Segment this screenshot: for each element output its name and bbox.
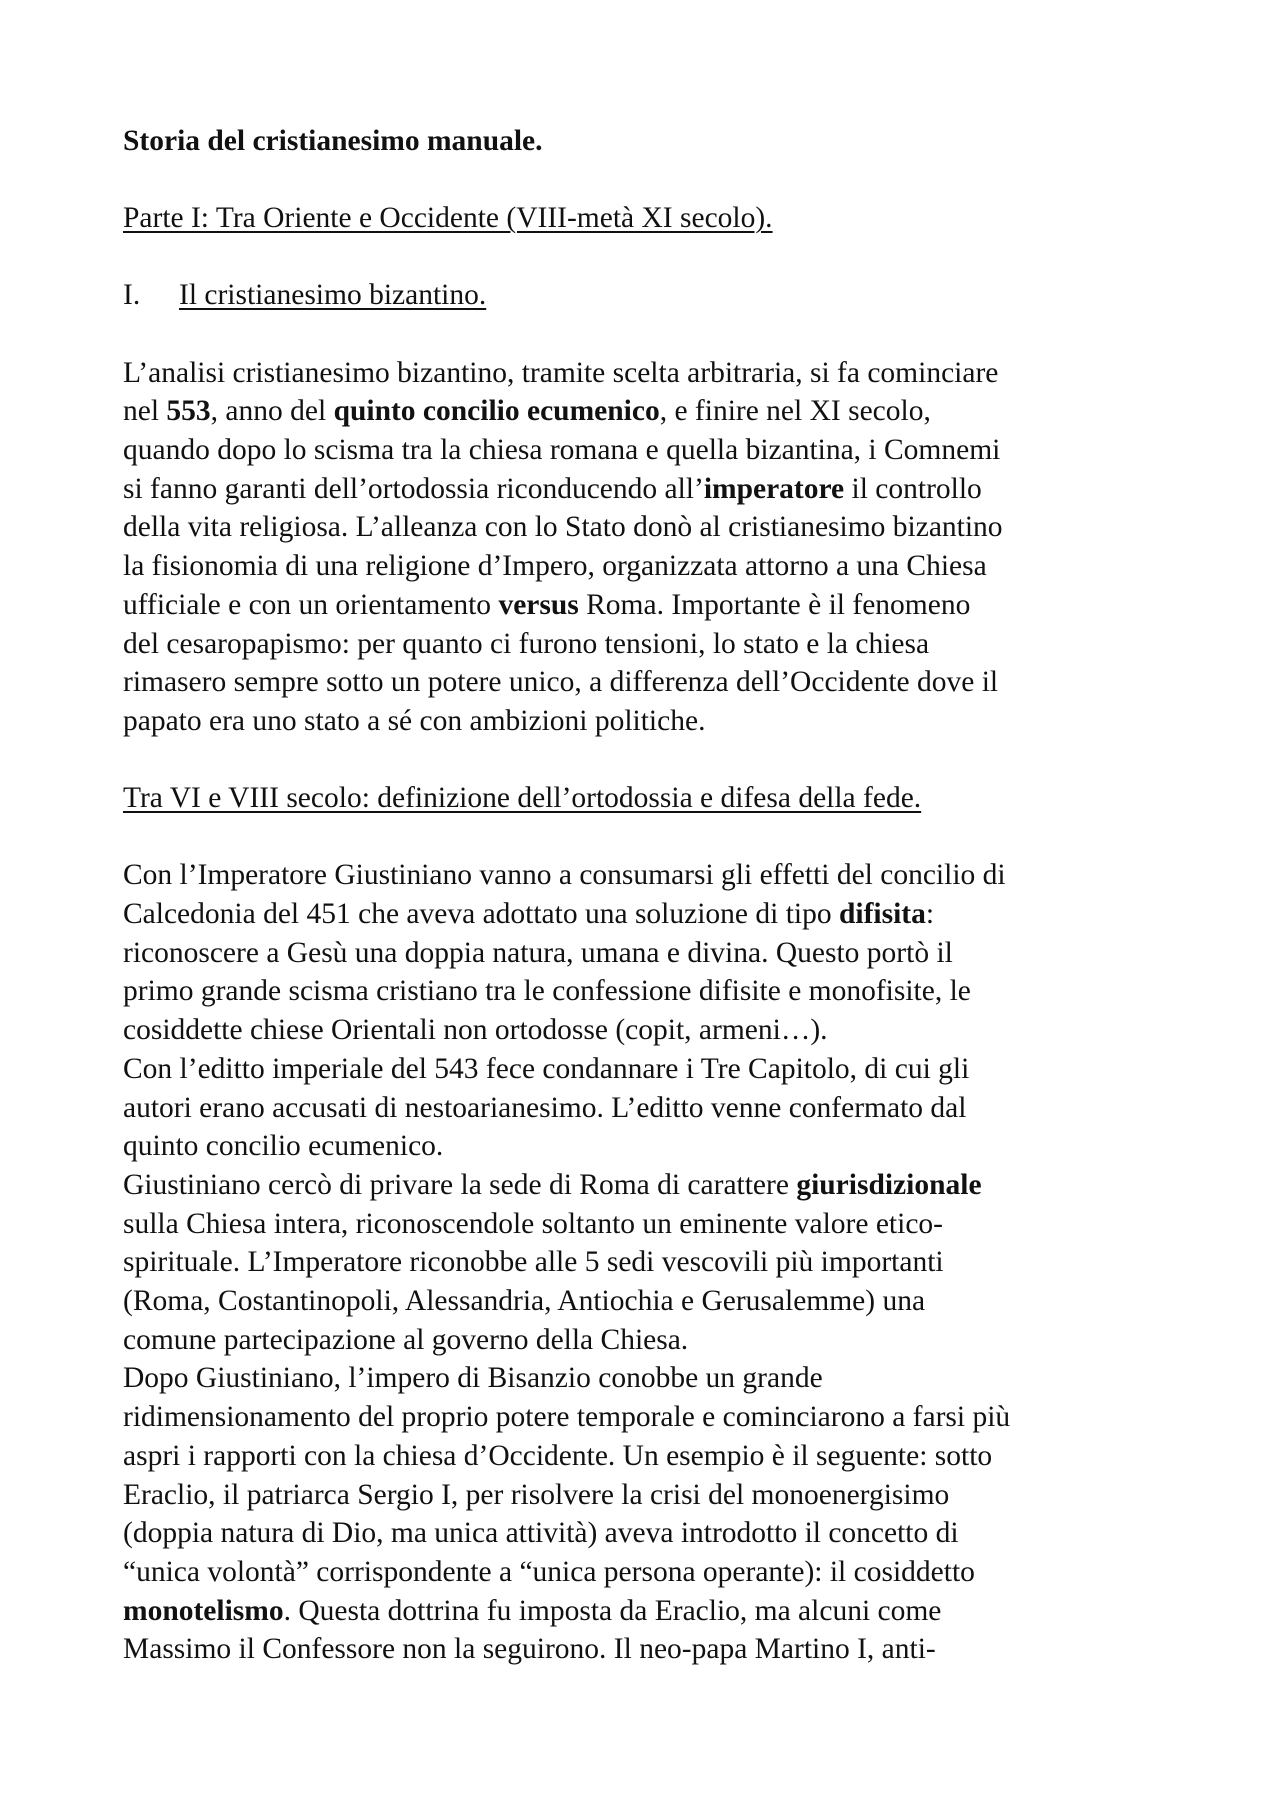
text-line <box>123 1592 1183 1631</box>
text-run: spirituale. L’Imperatore riconobbe alle 5 sedi vescovili più importanti <box>123 1246 944 1279</box>
text-run: Eraclio, il patriarca Sergio I, per risolvere la crisi del monoenergisimo <box>123 1478 950 1511</box>
text-run: la fisionomia di una religione d’Impero, organizzata attorno a una Chiesa <box>123 550 987 583</box>
text-run: comune partecipazione al governo della Chiesa. <box>123 1323 689 1356</box>
text-run: primo grande scisma cristiano tra le confessione difisite e monofisite, le <box>123 975 971 1008</box>
text-run: Con l’editto imperiale del 543 fece condannare i Tre Capitolo, di cui gli <box>123 1052 970 1085</box>
body-paragraph <box>123 856 1183 1669</box>
text-line <box>123 1514 1183 1553</box>
text-run: riconoscere a Gesù una doppia natura, umana e divina. Questo portò il <box>123 936 953 969</box>
text-line <box>123 1050 1183 1089</box>
text-line <box>123 1166 1183 1205</box>
bold-term: difisita <box>838 898 926 931</box>
text-line <box>123 1437 1183 1476</box>
bold-term: 553 <box>166 395 211 428</box>
bold-term: giurisdizionale <box>796 1168 982 1201</box>
text-line <box>123 1205 1183 1244</box>
text-line <box>123 972 1183 1011</box>
text-run: Massimo il Confessore non la seguirono. Il neo-papa Martino I, anti- <box>123 1633 936 1666</box>
text-line <box>123 354 1183 393</box>
intro-paragraph <box>123 354 1183 741</box>
text-run: della vita religiosa. L’alleanza con lo Stato donò al cristianesimo bizantino <box>123 511 1003 544</box>
text-run: cosiddette chiese Orientali non ortodosse (copit, armeni…). <box>123 1014 828 1047</box>
text-run: Giustiniano cercò di privare la sede di Roma di carattere <box>123 1168 797 1201</box>
text-line <box>123 1243 1183 1282</box>
text-line <box>123 1553 1183 1592</box>
text-line <box>123 1359 1183 1398</box>
chapter-title: Il cristianesimo bizantino. <box>179 279 487 312</box>
text-line <box>123 934 1183 973</box>
text-run: si fanno garanti dell’ortodossia riconducendo all’ <box>123 472 704 505</box>
text-run: (doppia natura di Dio, ma unica attività) aveva introdotto il concetto di <box>123 1517 959 1550</box>
text-run: quinto concilio ecumenico. <box>123 1130 444 1163</box>
text-line <box>123 702 1183 741</box>
text-line <box>123 856 1183 895</box>
document-title: Storia del cristianesimo manuale. <box>123 125 543 157</box>
part-heading <box>123 199 1183 238</box>
text-line <box>123 1630 1183 1669</box>
text-run: L’analisi cristianesimo bizantino, tramite scelta arbitraria, si fa cominciare <box>123 356 999 389</box>
text-line <box>123 1321 1183 1360</box>
text-run: rimasero sempre sotto un potere unico, a differenza dell’Occidente dove il <box>123 666 999 699</box>
text-line <box>123 431 1183 470</box>
text-line <box>123 1127 1183 1166</box>
text-run: il controllo <box>844 472 982 505</box>
bold-term: imperatore <box>703 472 845 505</box>
text-line <box>123 547 1183 586</box>
text-line <box>123 586 1183 625</box>
text-run: autori erano accusati di nestoarianesimo. L’editto venne confermato dal <box>123 1091 967 1124</box>
text-run: aspri i rapporti con la chiesa d’Occidente. Un esempio è il seguente: sotto <box>123 1439 993 1472</box>
text-run: (Roma, Costantinopoli, Alessandria, Antiochia e Gerusalemme) una <box>123 1285 926 1318</box>
text-run: “unica volontà” corrispondente a “unica persona operante): il cosiddetto <box>123 1556 975 1588</box>
text-run: . Questa dottrina fu imposta da Eraclio, ma alcuni come <box>283 1594 942 1627</box>
text-run: Roma. Importante è il fenomeno <box>578 588 971 621</box>
bold-term: versus <box>498 588 579 621</box>
text-line <box>123 392 1183 431</box>
text-line <box>123 895 1183 934</box>
section-heading-text: Tra VI e VIII secolo: definizione dell’ortodossia e difesa della fede. <box>123 782 922 815</box>
text-line <box>123 1089 1183 1128</box>
text-line <box>123 663 1183 702</box>
text-run: del cesaropapismo: per quanto ci furono tensioni, lo stato e la chiesa <box>123 627 930 660</box>
text-run: sulla Chiesa intera, riconoscendole soltanto un eminente valore etico- <box>123 1207 943 1240</box>
chapter-heading <box>123 276 1183 315</box>
text-run: nel <box>123 395 167 428</box>
text-run: , anno del <box>210 395 334 428</box>
text-run: ufficiale e con un orientamento <box>123 588 499 621</box>
text-line <box>123 508 1183 547</box>
text-run: ridimensionamento del proprio potere temporale e cominciarono a farsi più <box>123 1401 1011 1434</box>
text-line <box>123 1476 1183 1515</box>
text-run: : <box>925 898 935 931</box>
section-heading <box>123 779 1183 818</box>
bold-term: quinto concilio ecumenico <box>333 395 660 428</box>
text-run: Calcedonia del 451 che aveva adottato una soluzione di tipo <box>123 898 839 931</box>
text-line <box>123 1398 1183 1437</box>
text-line <box>123 1282 1183 1321</box>
part-heading-text: Parte I: Tra Oriente e Occidente (VIII-metà XI secolo). <box>123 202 773 235</box>
text-line <box>123 470 1183 509</box>
text-run: papato era uno stato a sé con ambizioni politiche. <box>123 704 706 737</box>
text-run: Dopo Giustiniano, l’impero di Bisanzio conobbe un grande <box>123 1362 823 1395</box>
chapter-number: I. <box>123 279 141 312</box>
bold-term: monotelismo <box>123 1594 284 1627</box>
text-line <box>123 1011 1183 1050</box>
text-run: , e finire nel XI secolo, <box>659 395 931 428</box>
text-line <box>123 625 1183 664</box>
text-run: quando dopo lo scisma tra la chiesa romana e quella bizantina, i Comnemi <box>123 434 1001 467</box>
text-run: Con l’Imperatore Giustiniano vanno a consumarsi gli effetti del concilio di <box>123 859 1006 892</box>
document-page <box>123 122 1183 1669</box>
